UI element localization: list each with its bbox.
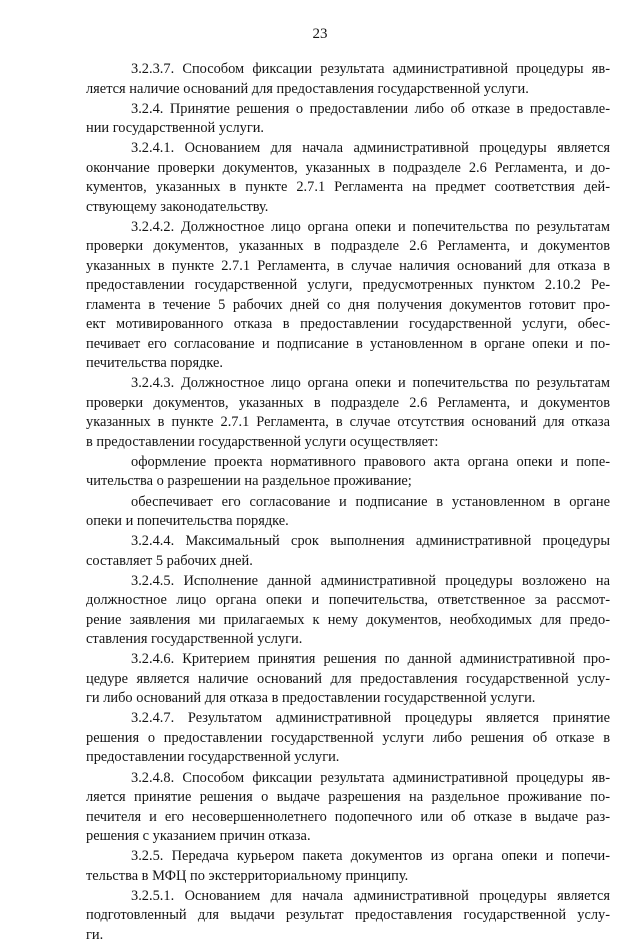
paragraph xyxy=(86,493,610,532)
text-line: обеспечивает его согласование и подписание в установленном в органе xyxy=(131,493,610,510)
paragraph xyxy=(86,847,610,886)
paragraph xyxy=(86,100,610,139)
paragraph xyxy=(86,769,610,847)
text-line: нии государственной услуги. xyxy=(86,120,265,137)
text-line: 3.2.4.7. Результатом административной процедуры является принятие xyxy=(131,710,610,727)
text-line: подготовленный для выдачи результат предоставления государственной услу- xyxy=(86,907,610,924)
text-line: предоставлении государственной услуги. xyxy=(86,749,340,766)
text-line: 3.2.4.5. Исполнение данной административной процедуры возложено на xyxy=(131,572,610,589)
text-line: решения с указанием причин отказа. xyxy=(86,828,311,845)
text-line: 3.2.4.3. Должностное лицо органа опеки и попечительства по результатам xyxy=(131,375,610,392)
text-line: указанных в пункте 2.7.1 Регламента, в случае наличия оснований для отказа в xyxy=(86,257,610,274)
text-line: печительства порядке. xyxy=(86,355,224,372)
text-line: цедуре является наличие оснований для предоставления государственной услу- xyxy=(86,670,610,687)
text-line: печителя и его несовершеннолетнего подопечного или об отказе в выдаче раз- xyxy=(86,808,610,825)
text-line: окончание проверки документов, указанных в подразделе 2.6 Регламента, и до- xyxy=(86,159,610,176)
paragraph xyxy=(86,572,610,650)
paragraph xyxy=(86,139,610,217)
text-line: решения о предоставлении государственной услуги либо решения об отказе в xyxy=(86,729,610,746)
text-line: ляется принятие решения о выдаче разрешения на раздельное проживание по- xyxy=(86,789,610,806)
paragraph xyxy=(86,218,610,374)
text-line: опеки и попечительства порядке. xyxy=(86,513,289,530)
text-line: в предоставлении государственной услуги осуществляет: xyxy=(86,433,439,450)
text-line: 3.2.3.7. Способом фиксации результата административной процедуры яв- xyxy=(131,61,610,77)
paragraph xyxy=(86,374,610,452)
text-line: чительства о разрешении на раздельное проживание; xyxy=(86,473,412,490)
text-line: 3.2.5. Передача курьером пакета документов из органа опеки и попечи- xyxy=(131,848,610,865)
page-number: 23 xyxy=(312,26,328,42)
text-line: оформление проекта нормативного правового акта органа опеки и попе- xyxy=(131,453,610,470)
text-line: кументов, указанных в пункте 2.7.1 Регламента на предмет соответствия дей- xyxy=(86,179,610,196)
paragraph xyxy=(86,60,610,99)
text-line: тельства в МФЦ по экстерриториальному принципу. xyxy=(86,867,409,884)
text-line: ставления государственной услуги. xyxy=(86,631,303,648)
text-line: 3.2.5.1. Основанием для начала административной процедуры является xyxy=(131,887,610,904)
text-line: ект мотивированного отказа в предоставлении государственной услуги, обес- xyxy=(86,316,610,333)
text-line: гламента в течение 5 рабочих дней со дня получения документов готовит про- xyxy=(86,296,610,313)
text-line: 3.2.4.2. Должностное лицо органа опеки и попечительства по результатам xyxy=(131,218,610,235)
text-line: 3.2.4.1. Основанием для начала административной процедуры является xyxy=(131,140,610,157)
paragraph xyxy=(86,709,610,768)
text-line: проверки документов, указанных в подразделе 2.6 Регламента, и документов xyxy=(86,238,610,255)
text-line: проверки документов, указанных в подразделе 2.6 Регламента, и документов xyxy=(86,394,610,411)
text-line: рение заявления ми прилагаемых к нему документов, необходимых для предо- xyxy=(86,611,610,628)
text-line: предоставлении государственной услуги, предусмотренных пунктом 2.10.2 Ре- xyxy=(86,277,610,294)
text-line: ствующему законодательству. xyxy=(86,198,269,215)
text-line: составляет 5 рабочих дней. xyxy=(86,552,253,569)
paragraph xyxy=(86,650,610,709)
text-line: 3.2.4.8. Способом фиксации результата административной процедуры яв- xyxy=(131,769,610,786)
text-line: указанных в пункте 2.7.1 Регламента, в случае отсутствия оснований для отказа xyxy=(86,414,610,431)
paragraph xyxy=(86,887,610,946)
paragraph xyxy=(86,532,610,571)
text-line: 3.2.4.6. Критерием принятия решения по данной административной про- xyxy=(131,651,610,668)
text-line: ги либо оснований для отказа в предоставлении государственной услуги. xyxy=(86,690,536,707)
document-body xyxy=(86,60,610,946)
text-line: должностное лицо органа опеки и попечительства, ответственное за рассмот- xyxy=(86,592,610,609)
text-line: 3.2.4.4. Максимальный срок выполнения административной процедуры xyxy=(131,533,610,550)
text-line: 3.2.4. Принятие решения о предоставлении либо об отказе в предоставле- xyxy=(131,100,610,117)
paragraph xyxy=(86,453,610,492)
text-line: печивает его согласование и подписание в установленном в органе опеки и по- xyxy=(86,335,610,352)
text-line: ляется наличие оснований для предоставления государственной услуги. xyxy=(86,80,529,97)
text-line: ги. xyxy=(86,926,104,943)
